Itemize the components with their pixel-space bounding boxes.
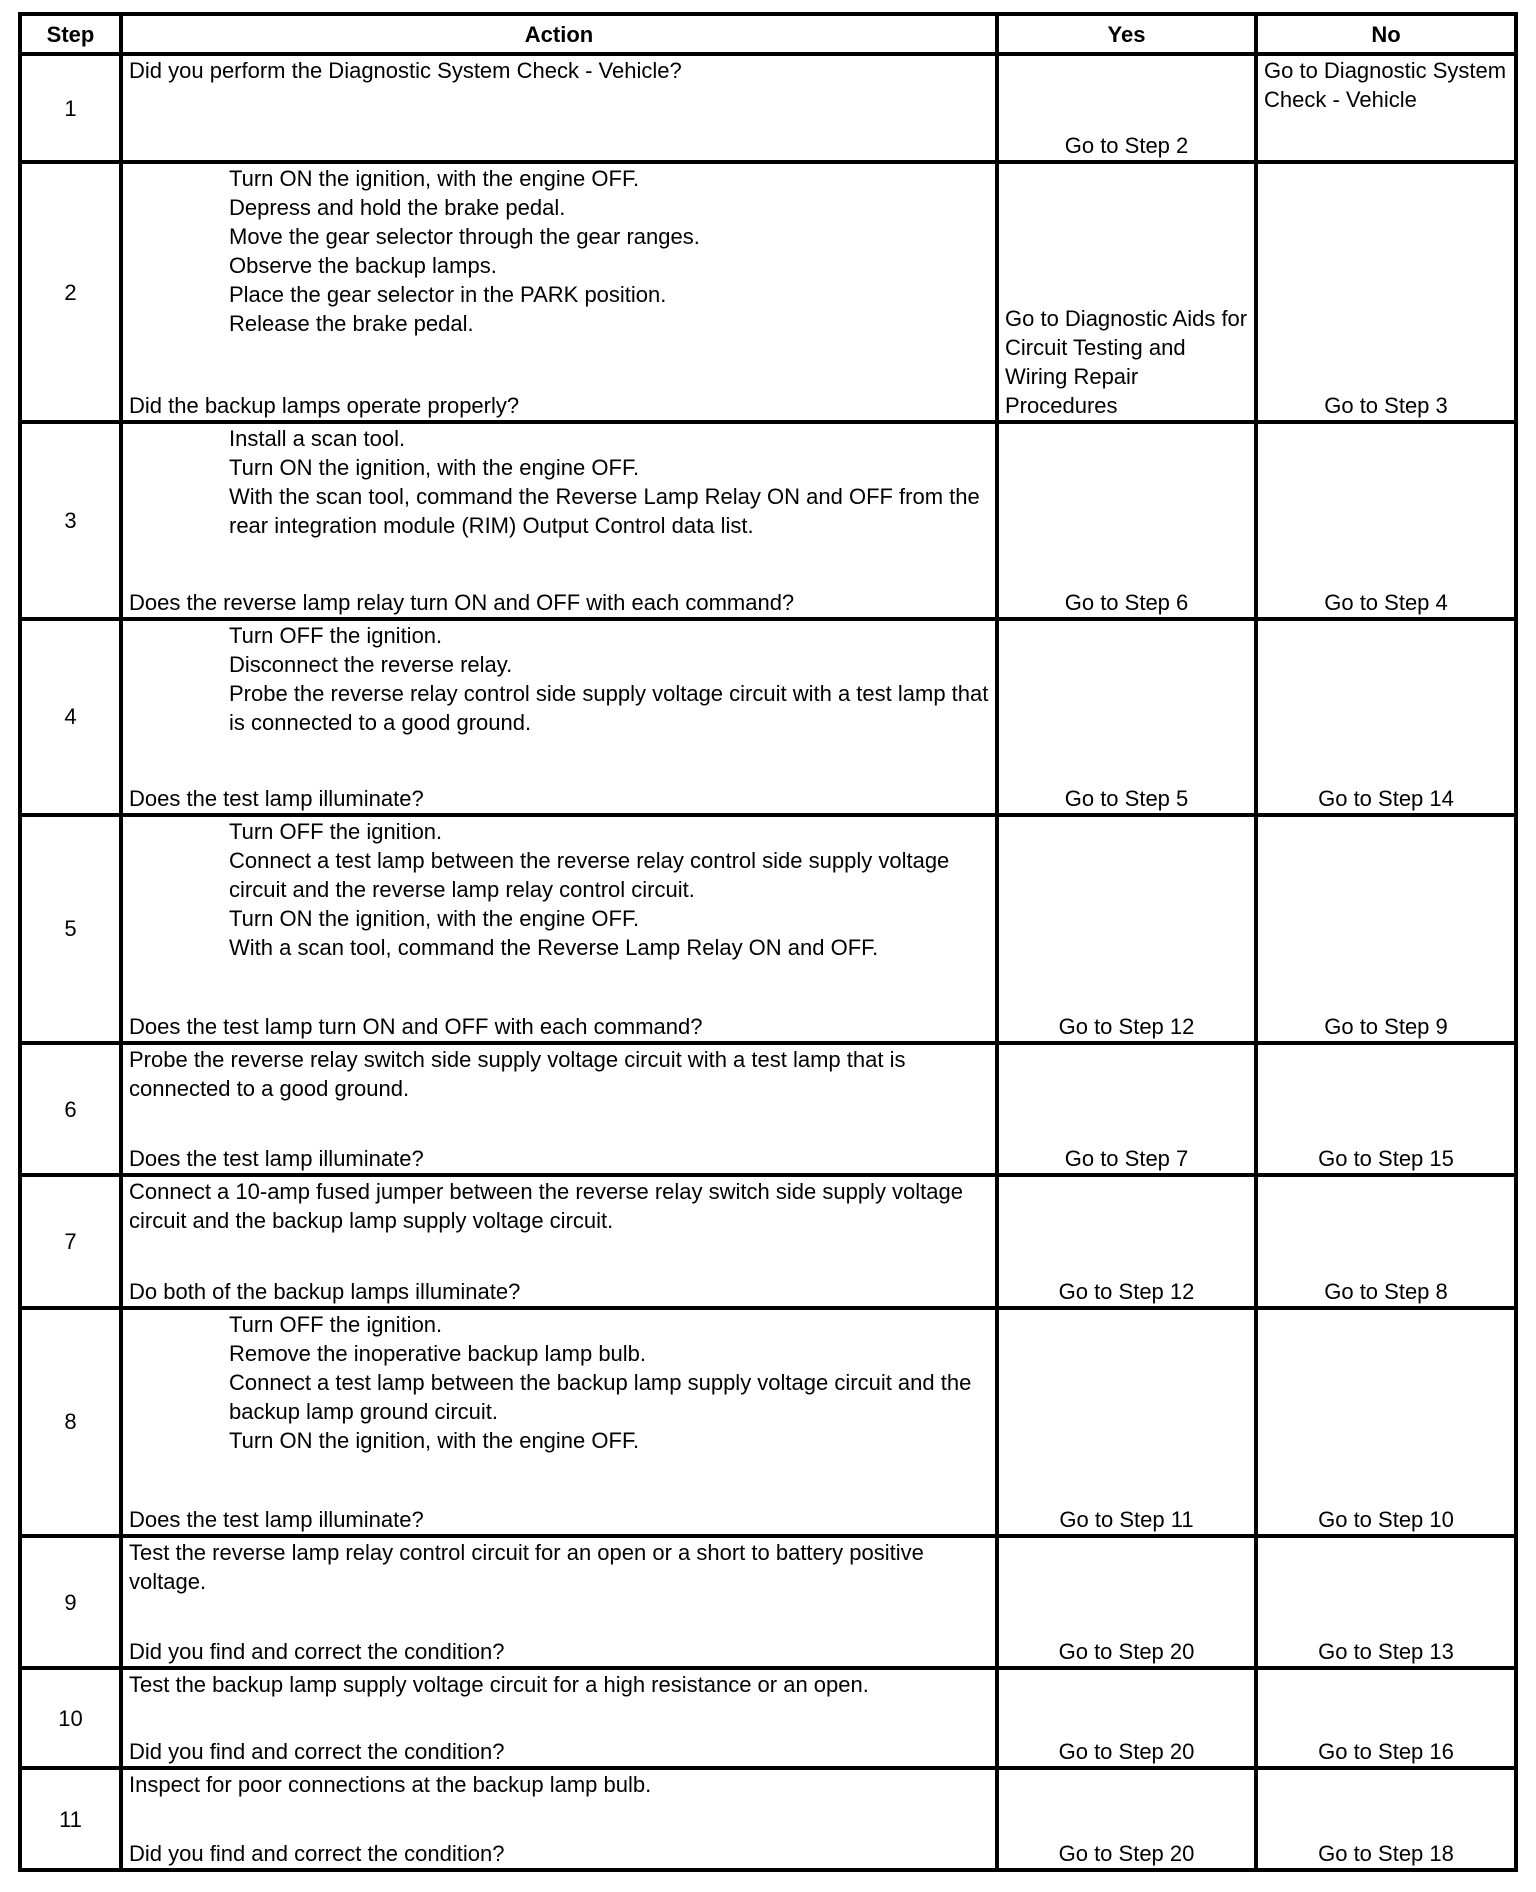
action-content: [129, 1177, 989, 1305]
instruction-item: Install a scan tool.: [229, 426, 406, 452]
spacer: [129, 338, 989, 391]
no-result: Go to Step 13: [1256, 1536, 1516, 1668]
action-content: [129, 56, 989, 160]
instruction-item: Connect a test lamp between the backup lamp supply voltage circuit and the backup lamp ground circuit.: [229, 1369, 972, 1424]
no-result: Go to Step 10: [1256, 1308, 1516, 1536]
yes-result: Go to Step 6: [997, 422, 1256, 618]
yes-result: Go to Step 20: [997, 1668, 1256, 1768]
table-row: [20, 1175, 1516, 1307]
instruction-item: Move the gear selector through the gear ranges.: [229, 224, 700, 250]
header-step: Step: [20, 14, 121, 54]
diagnostic-table: [18, 12, 1518, 1872]
step-number: 4: [20, 619, 121, 815]
instruction-list: [129, 1310, 989, 1455]
header-yes: Yes: [997, 14, 1256, 54]
yes-result: Go to Step 12: [997, 1175, 1256, 1307]
table-row: [20, 619, 1516, 815]
no-result: Go to Step 15: [1256, 1043, 1516, 1175]
no-result: Go to Diagnostic System Check - Vehicle: [1256, 54, 1516, 162]
action-cell: [121, 1175, 997, 1307]
action-question: Does the reverse lamp relay turn ON and OFF with each command?: [129, 589, 795, 615]
step-number: 1: [20, 54, 121, 162]
yes-result: Go to Step 20: [997, 1536, 1256, 1668]
step-number: 8: [20, 1308, 121, 1536]
action-content: [129, 817, 989, 1041]
action-cell: [121, 815, 997, 1043]
instruction-item: Connect a test lamp between the reverse relay control side supply voltage circuit and the reverse lamp relay control circuit.: [229, 847, 950, 902]
table-row: [20, 162, 1516, 422]
action-content: [129, 1045, 989, 1173]
spacer: [129, 1235, 989, 1276]
action-cell: [121, 1043, 997, 1175]
action-content: [129, 621, 989, 813]
instruction-item: Place the gear selector in the PARK position.: [229, 282, 667, 308]
step-number: 9: [20, 1536, 121, 1668]
action-description: Inspect for poor connections at the backup lamp bulb.: [129, 1772, 652, 1798]
step-number: 7: [20, 1175, 121, 1307]
action-question: Does the test lamp turn ON and OFF with each command?: [129, 1013, 703, 1039]
header-no: No: [1256, 14, 1516, 54]
instruction-item: Turn ON the ignition, with the engine OFF.: [229, 166, 640, 192]
action-description: Probe the reverse relay switch side supply voltage circuit with a test lamp that is connected to a good ground.: [129, 1046, 906, 1101]
action-question: Does the test lamp illuminate?: [129, 785, 424, 811]
table-row: [20, 1308, 1516, 1536]
instruction-item: Turn OFF the ignition.: [229, 818, 443, 844]
action-question: Do both of the backup lamps illuminate?: [129, 1278, 521, 1304]
instruction-item: Remove the inoperative backup lamp bulb.: [229, 1340, 647, 1366]
action-content: [129, 1770, 989, 1868]
action-cell: [121, 54, 997, 162]
instruction-item: Disconnect the reverse relay.: [229, 651, 513, 677]
action-content: [129, 1538, 989, 1666]
action-question: Did you find and correct the condition?: [129, 1841, 505, 1866]
action-question: Does the test lamp illuminate?: [129, 1146, 424, 1172]
yes-result: Go to Step 2: [997, 54, 1256, 162]
instruction-item: Release the brake pedal.: [229, 311, 474, 337]
yes-result: Go to Step 20: [997, 1768, 1256, 1870]
yes-result: Go to Diagnostic Aids for Circuit Testing and Wiring Repair Procedures: [997, 162, 1256, 422]
spacer: [129, 1103, 989, 1144]
instruction-list: [129, 817, 989, 962]
spacer: [129, 540, 989, 587]
table-row: [20, 815, 1516, 1043]
no-result: Go to Step 14: [1256, 619, 1516, 815]
instruction-item: Turn OFF the ignition.: [229, 622, 443, 648]
action-cell: [121, 1768, 997, 1870]
action-description: Connect a 10-amp fused jumper between the reverse relay switch side supply voltage circuit and the backup lamp supply voltage circuit.: [129, 1179, 964, 1234]
instruction-item: With the scan tool, command the Reverse Lamp Relay ON and OFF from the rear integration module (RIM) Output Control data list.: [229, 484, 980, 539]
yes-result: Go to Step 12: [997, 815, 1256, 1043]
step-number: 6: [20, 1043, 121, 1175]
header-row: [20, 14, 1516, 54]
action-cell: [121, 422, 997, 618]
instruction-item: Turn ON the ignition, with the engine OFF.: [229, 455, 640, 481]
header-action: Action: [121, 14, 997, 54]
instruction-item: Turn ON the ignition, with the engine OFF.: [229, 1427, 640, 1453]
action-content: [129, 424, 989, 616]
instruction-item: Depress and hold the brake pedal.: [229, 195, 566, 221]
instruction-item: Turn ON the ignition, with the engine OFF.: [229, 905, 640, 931]
step-number: 10: [20, 1668, 121, 1768]
instruction-list: [129, 164, 989, 338]
action-question: Does the test lamp illuminate?: [129, 1506, 424, 1532]
action-description: Test the backup lamp supply voltage circuit for a high resistance or an open.: [129, 1672, 869, 1698]
spacer: [129, 737, 989, 784]
table-row: [20, 1668, 1516, 1768]
action-description: Did you perform the Diagnostic System Check - Vehicle?: [129, 58, 682, 83]
action-question: Did the backup lamps operate properly?: [129, 393, 520, 419]
table-row: [20, 1536, 1516, 1668]
step-number: 5: [20, 815, 121, 1043]
instruction-item: With a scan tool, command the Reverse Lamp Relay ON and OFF.: [229, 934, 879, 960]
action-content: [129, 1310, 989, 1534]
instruction-list: [129, 424, 989, 540]
table-row: [20, 422, 1516, 618]
yes-result: Go to Step 5: [997, 619, 1256, 815]
spacer: [129, 1596, 989, 1637]
action-description: Test the reverse lamp relay control circuit for an open or a short to battery positive voltage.: [129, 1539, 924, 1594]
action-cell: [121, 1536, 997, 1668]
instruction-item: Probe the reverse relay control side supply voltage circuit with a test lamp that is connected to a good ground.: [229, 680, 989, 735]
yes-result: Go to Step 11: [997, 1308, 1256, 1536]
action-question: Did you find and correct the condition?: [129, 1739, 505, 1765]
no-result: Go to Step 3: [1256, 162, 1516, 422]
step-number: 2: [20, 162, 121, 422]
instruction-item: Observe the backup lamps.: [229, 253, 497, 279]
table-row: [20, 1043, 1516, 1175]
yes-result: Go to Step 7: [997, 1043, 1256, 1175]
action-cell: [121, 162, 997, 422]
spacer: [129, 1699, 989, 1737]
instruction-item: Turn OFF the ignition.: [229, 1311, 443, 1337]
action-question: Did you find and correct the condition?: [129, 1639, 505, 1665]
action-cell: [121, 1308, 997, 1536]
step-number: 11: [20, 1768, 121, 1870]
no-result: Go to Step 8: [1256, 1175, 1516, 1307]
no-result: Go to Step 4: [1256, 422, 1516, 618]
no-result: Go to Step 9: [1256, 815, 1516, 1043]
table-body: [20, 54, 1516, 1870]
spacer: [129, 962, 989, 1012]
no-result: Go to Step 18: [1256, 1768, 1516, 1870]
action-cell: [121, 1668, 997, 1768]
instruction-list: [129, 621, 989, 737]
spacer: [129, 1455, 989, 1505]
action-cell: [121, 619, 997, 815]
action-content: [129, 164, 989, 420]
table-row: [20, 1768, 1516, 1870]
no-result: Go to Step 16: [1256, 1668, 1516, 1768]
spacer: [129, 1799, 989, 1839]
step-number: 3: [20, 422, 121, 618]
table-row: [20, 54, 1516, 162]
action-content: [129, 1670, 989, 1766]
